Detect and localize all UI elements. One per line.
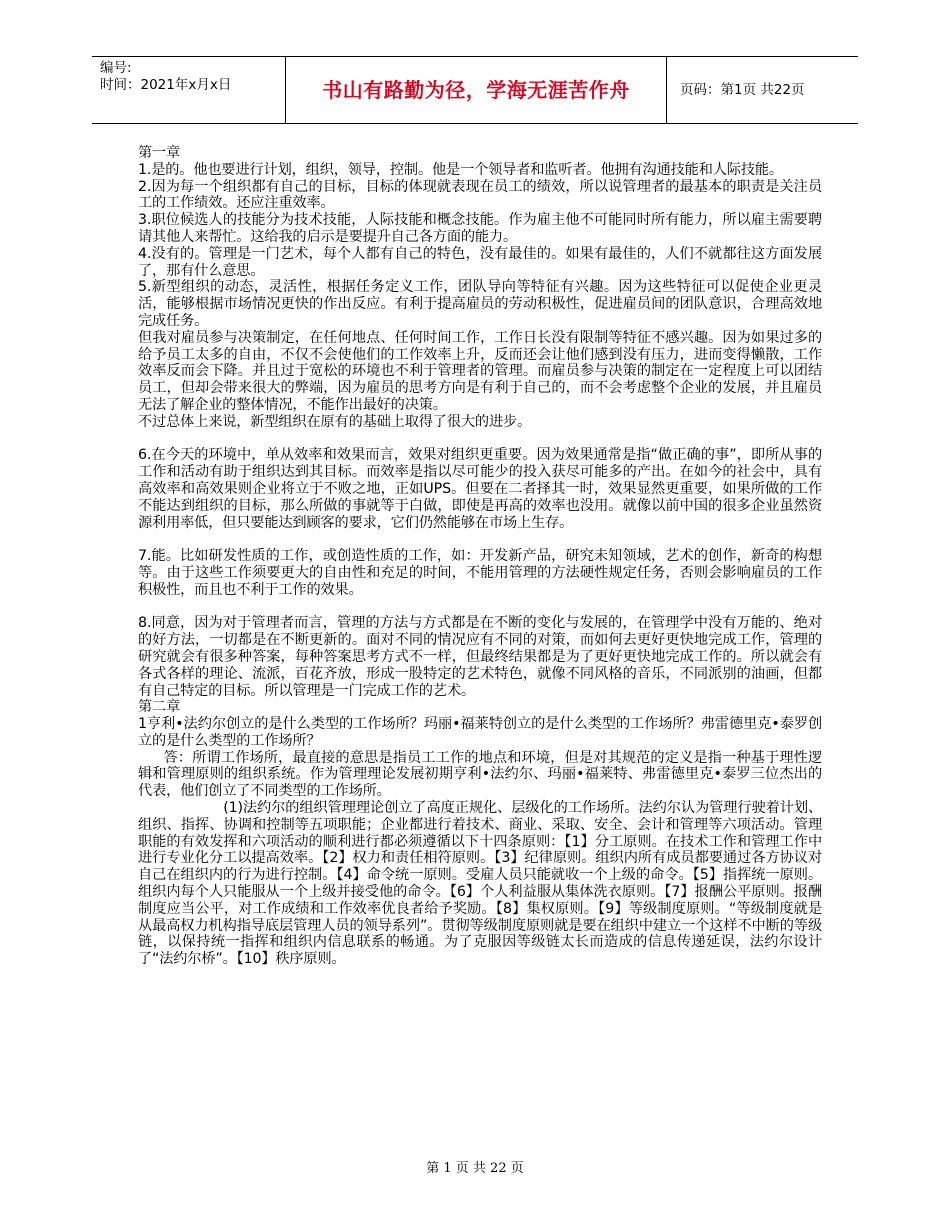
- chapter-2-heading: 第二章: [138, 699, 181, 716]
- answer-1: 1.是的。他也要进行计划，组织，领导，控制。他是一个领导者和监听者。他拥有沟通技能和人际技能。: [138, 161, 783, 178]
- header-meta-cell: [92, 57, 286, 123]
- answer-5-continued: 但我对雇员参与决策制定，在任何地点、任何时间工作，工作日长没有限制等特征不感兴趣。因为如果过多的给予员工太多的自由，不仅不会使他们的工作效率上升，反而还会让他们感到没有压力，进而变得懒散，工作效率反而会下降。并且过于宽松的环境也不利于管理者的管理。而雇员参与决策的制定在一定程度上可以团结员工，但却会带来很大的弊端，因为雇员的思考方向是有利于自己的，而不会考虑整个企业的发展，并且雇员无法了解企业的整体情况，不能作出最好的决策。: [138, 329, 822, 413]
- page-footer: 第 1 页 共 22 页: [426, 1161, 524, 1176]
- answer-8: 8.同意，因为对于管理者而言，管理的方法与方式都是在不断的变化与发展的，在管理学中没有万能的、绝对的好方法，一切都是在不断更新的。面对不同的情况应有不同的对策，而如何去更好更快地完成工作，管理的研究就会有很多种答案，每种答案思考方式不一样，但最终结果都是为了更好更快地完成工作的。所以就会有各式各样的理论、流派，百花齐放，形成一股特定的艺术特色，就像不同风格的音乐，不同派别的油画，但都有自己特定的目标。所以管理是一门完成工作的艺术。: [138, 615, 822, 699]
- header-page-info: 页码：第1页 共22页: [680, 82, 805, 98]
- answer-6: 6.在今天的环境中，单从效率和效果而言，效果对组织更重要。因为效果通常是指“做正确的事”，即所从事的工作和活动有助于组织达到其目标。而效率是指以尽可能少的投入获尽可能多的产出。在如今的社会中，具有高效率和高效果则企业将立于不败之地，正如UPS。但要在二者择其一时，效果显然更重要，如果所做的工作不能达到组织的目标，那么所做的事就等于白做，即使是再高的效率也没用。就像以前中国的很多企业虽然资源利用率低，但只要能达到顾客的要求，它们仍然能够在市场上生存。: [138, 447, 822, 531]
- answer-q1-fayol: (1)法约尔的组织管理理论创立了高度正规化、层级化的工作场所。法约尔认为管理行驶着计划、组织、指挥、协调和控制等五项职能；企业都进行着技术、商业、采取、安全、会计和管理等六项活动。管理职能的有效发挥和六项活动的顺利进行都必须遵循以下十四条原则：【1】分工原则。在技术工作和管理工作中进行专业化分工以提高效率。【2】权力和责任相符原则。【3】纪律原则。组织内所有成员都要通过各方协议对自己在组织内的行为进行控制。【4】命令统一原则。受雇人员只能就收一个上级的命令。【5】指挥统一原则。组织内每个人只能服从一个上级并接受他的命令。【6】个人利益服从集体洗衣原则。【7】报酬公平原则。报酬制度应当公平，对工作成绩和工作效率优良者给予奖励。【8】集权原则。【9】等级制度原则。“等级制度就是从最高权力机构指导底层管理人员的领导系列”。贯彻等级制度原则就是要在组织中建立一个这样不中断的等级链，以保持统一指挥和组织内信息联系的畅通。为了克服因等级链太长而造成的信息传递延误，法约尔设计了“法约尔桥”。【10】秩序原则。: [138, 800, 822, 968]
- page-header: [92, 56, 858, 124]
- answer-2: 2.因为每一个组织都有自己的目标，目标的体现就表现在员工的绩效，所以说管理者的最基本的职责是关注员工的工作绩效。还应注重效率。: [138, 178, 822, 212]
- time-label: 时间：2021年x月x日: [100, 77, 232, 93]
- answer-7: 7.能。比如研发性质的工作，或创造性质的工作，如：开发新产品，研究未知领域，艺术的创作，新奇的构想等。由于这些工作须要更大的自由性和充足的时间，不能用管理的方法硬性规定任务，否则会影响雇员的工作积极性，而且也不利于工作的效果。: [138, 548, 822, 598]
- chapter-1-heading: 第一章: [138, 145, 181, 161]
- answer-q1-intro: 答：所谓工作场所，最直接的意思是指员工工作的地点和环境，但是对其规范的定义是指一种基于理性逻辑和管理原则的组织系统。作为管理理论发展初期亨利•法约尔、玛丽•福莱特、弗雷德里克•泰罗三位杰出的代表，他们创立了不同类型的工作场所。: [138, 749, 822, 800]
- answer-5-conclusion: 不过总体上来说，新型组织在原有的基础上取得了很大的进步。: [138, 413, 532, 430]
- document-body: [138, 145, 822, 968]
- answer-3: 3.职位候选人的技能分为技术技能，人际技能和概念技能。作为雇主他不可能同时所有能力，所以雇主需要聘请其他人来帮忙。这给我的启示是要提升自己各方面的能力。: [138, 212, 822, 245]
- question-1: 1亨利•法约尔创立的是什么类型的工作场所？玛丽•福莱特创立的是什么类型的工作场所？弗雷德里克•泰罗创立的是什么类型的工作场所？: [138, 716, 822, 749]
- serial-label: 编号:: [100, 60, 132, 76]
- header-motto: 书山有路勤为径，学海无涯苦作舟: [286, 57, 667, 123]
- answer-4: 4.没有的。管理是一门艺术，每个人都有自己的特色，没有最佳的。如果有最佳的，人们不就都往这方面发展了，那有什么意思。: [138, 245, 822, 279]
- answer-5: 5.新型组织的动态，灵活性，根据任务定义工作，团队导向等特征有兴趣。因为这些特征可以促使企业更灵活，能够根据市场情况更快的作出反应。有利于提高雇员的劳动积极性，促进雇员间的团队意识，合理高效地完成任务。: [138, 279, 822, 329]
